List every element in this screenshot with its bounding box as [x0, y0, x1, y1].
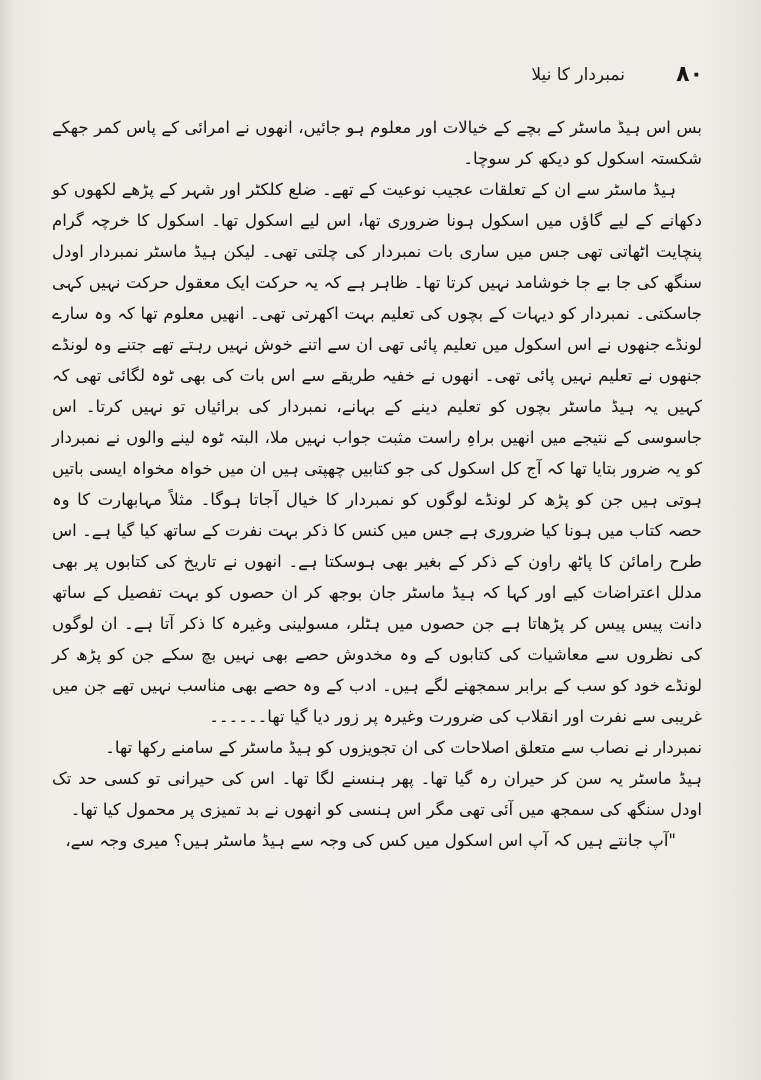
paragraph: بس اس ہیڈ ماسٹر کے بچے کے خیالات اور معلوم ہو جائیں، انھوں نے امرائی کے پاس کمر جھکے شکستہ اسکول کو دیکھ کر سوچا۔ — [52, 118, 702, 168]
paragraph: نمبردار نے نصاب سے متعلق اصلاحات کی ان تجویزوں کو ہیڈ ماسٹر کے سامنے رکھا تھا۔ — [105, 738, 702, 757]
page-header — [80, 58, 703, 92]
page-number: ۸۰ — [676, 62, 703, 87]
paragraph: ہیڈ ماسٹر سے ان کے تعلقات عجیب نوعیت کے تھے۔ ضلع کلکٹر اور شہر کے پڑھے لکھوں کو دکھانے کے لیے گاؤں میں اسکول ہونا ضروری تھا، اس لیے اسکول تھا۔ اسکول کا خرچہ گرام پنچایت اٹھاتی تھی جس میں ساری بات نمبردار کی چلتی تھی۔ لیکن ہیڈ ماسٹر نمبردار اودل سنگھ کی جا بے جا خوشامد نہیں کرتا تھا۔ ظاہر ہے کہ یہ حرکت ایک معقول حرکت نہیں کہی جاسکتی۔ نمبردار کو دیہات کے بچوں کی تعلیم بہت اکھرتی تھی۔ انھیں معلوم تھا کہ وہ سارے لونڈے جنھوں نے اس اسکول میں تعلیم پائی تھی ان سے اتنے خوش نہیں رہتے تھے جتنے وہ لونڈے جنھوں نے تعلیم نہیں پائی تھی۔ انھوں نے خفیہ طریقے سے اس بات کی بھی ٹوہ لگائی تھی کہ کہیں یہ ہیڈ ماسٹر بچوں کو تعلیم دینے کے بہانے، نمبردار کی برائیاں تو نہیں کرتا۔ اس جاسوسی کے نتیجے میں انھیں براہِ راست مثبت جواب نہیں ملا، البتہ ٹوہ لینے والوں نے نمبردار کو یہ ضرور بتایا تھا کہ آج کل اسکول کی جو کتابیں چھپتی ہیں ان میں خواہ مخواہ ایسی باتیں ہوتی ہیں جن کو پڑھ کر لونڈے لوگوں کو نمبردار کا خیال آجاتا ہوگا۔ مثلاً مہابھارت کا وہ حصہ کتاب میں ہونا کیا ضروری ہے جس میں کنس کا ذکر بہت نفرت کے ساتھ کیا گیا ہے۔ اس طرح رامائن کا پاٹھ راون کے ذکر کے بغیر بھی ہوسکتا ہے۔ انھوں نے تاریخ کی کتابوں پر بھی مدلل اعتراضات کیے اور کہا کہ ہیڈ ماسٹر جان بوجھ کر ان حصوں کو بہت تفصیل کے ساتھ دانت پیس پیس کر پڑھاتا ہے جن حصوں میں ہٹلر، مسولینی وغیرہ کا ذکر آتا ہے۔ ان لوگوں کی نظروں سے معاشیات کی کتابوں کے وہ مخدوش حصے بھی نہیں بچ سکے جن کو پڑھ کر لونڈے خود کو سب کے برابر سمجھنے لگے ہیں۔ ادب کے وہ حصے بھی مناسب نہیں تھے جن میں غریبی سے نفرت اور انقلاب کی ضرورت وغیرہ پر زور دیا گیا تھا۔۔۔۔۔۔ — [52, 180, 702, 726]
running-title: نمبردار کا نیلا — [531, 65, 625, 85]
paragraph: ہیڈ ماسٹر یہ سن کر حیران رہ گیا تھا۔ پھر ہنسنے لگا تھا۔ اس کی حیرانی تو کسی حد تک اودل سنگھ کی سمجھ میں آئی تھی مگر اس ہنسی کو انھوں نے بد تمیزی پر محمول کیا تھا۔ — [52, 769, 702, 819]
paragraph: "آپ جانتے ہیں کہ آپ اس اسکول میں کس کی وجہ سے ہیڈ ماسٹر ہیں؟ میری وجہ سے، — [65, 831, 676, 850]
page-body — [52, 112, 702, 856]
